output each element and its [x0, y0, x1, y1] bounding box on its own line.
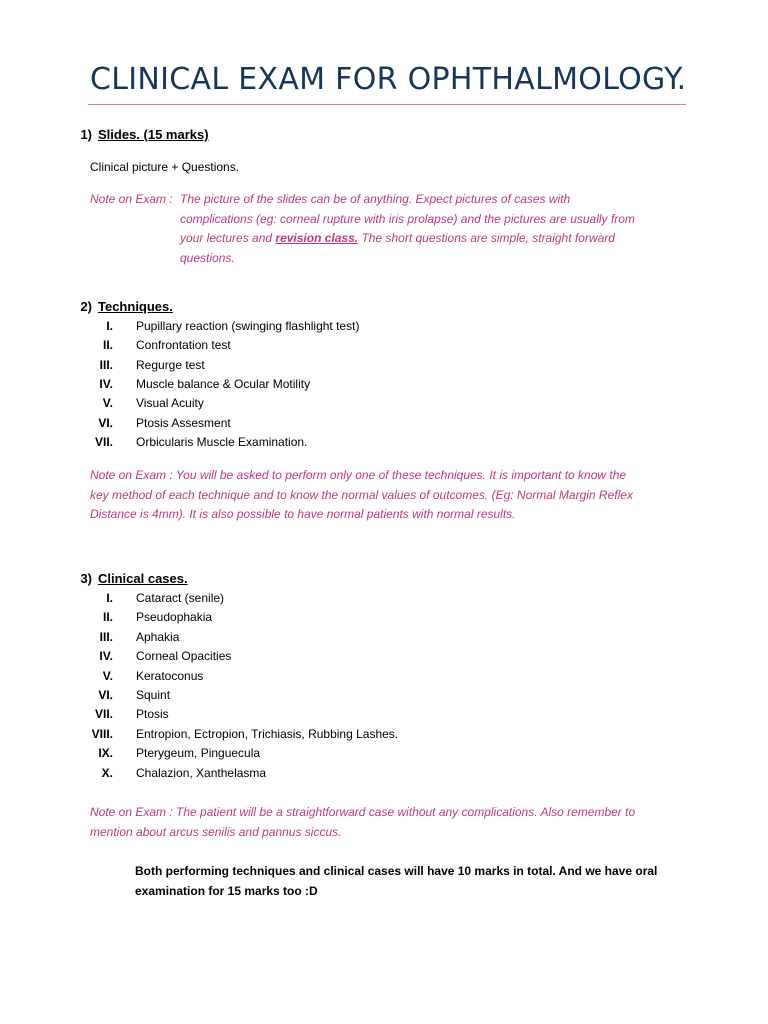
list-text: Muscle balance & Ocular Motility: [136, 376, 311, 391]
list-text: Ptosis Assesment: [136, 415, 231, 430]
section-heading-slides: [70, 127, 209, 143]
note-text: your lectures and: [180, 231, 273, 245]
section-title: Techniques.: [98, 299, 173, 314]
section-number: 3): [80, 571, 92, 586]
note-text: complications (eg: corneal rupture with iris prolapse) and the pictures are usually from: [180, 211, 635, 226]
list-numeral: IX.: [98, 746, 113, 761]
list-text: Confrontation test: [136, 338, 231, 353]
clinical-cases-exam-note: [90, 803, 710, 842]
note-text: The picture of the slides can be of anything. Expect pictures of cases with: [180, 192, 571, 206]
list-numeral: I.: [106, 591, 113, 605]
list-text: Aphakia: [136, 629, 180, 644]
note-text: questions.: [180, 250, 235, 265]
slides-subtitle: Clinical picture + Questions.: [90, 160, 240, 174]
list-text: Pupillary reaction (swinging flashlight test): [136, 319, 360, 333]
section-heading-techniques: [70, 299, 173, 315]
list-text: Entropion, Ectropion, Trichiasis, Rubbing Lashes.: [136, 726, 399, 741]
list-numeral: IV.: [99, 649, 113, 664]
list-text: Keratoconus: [136, 668, 204, 683]
section-title: Clinical cases.: [98, 571, 188, 586]
document-title: CLINICAL EXAM FOR OPHTHALMOLOGY.: [90, 62, 687, 97]
list-text: Ptosis: [136, 707, 169, 722]
note-label: Note on Exam :: [90, 192, 173, 206]
list-text: Orbicularis Muscle Examination.: [136, 434, 308, 449]
list-numeral: III.: [99, 357, 113, 372]
list-numeral: II.: [102, 338, 113, 353]
note-text: Distance is 4mm). It is also possible to have normal patients with normal results.: [90, 507, 516, 521]
list-numeral: II.: [102, 610, 113, 625]
list-text: Chalazion, Xanthelasma: [136, 765, 267, 780]
techniques-exam-note: [90, 466, 710, 525]
note-text: The short questions are simple, straight forward: [361, 231, 615, 245]
section-number: 1): [80, 127, 92, 142]
note-highlight: revision class.: [275, 231, 359, 245]
note-text: mention about arcus senilis and pannus siccus.: [90, 824, 342, 839]
list-text: Pterygeum, Pinguecula: [136, 746, 261, 761]
list-numeral: VII.: [94, 434, 113, 449]
section-heading-clinical-cases: [70, 571, 188, 587]
list-numeral: VII.: [94, 707, 113, 722]
list-numeral: VI.: [98, 688, 113, 702]
title-divider: [88, 104, 686, 105]
list-text: Corneal Opacities: [136, 649, 232, 664]
section-number: 2): [80, 299, 92, 314]
list-numeral: III.: [99, 629, 113, 644]
section-title: Slides. (15 marks): [98, 127, 209, 142]
list-numeral: I.: [106, 319, 113, 333]
list-numeral: V.: [102, 396, 113, 411]
note-text: key method of each technique and to know the normal values of outcomes. (Eg: Normal Margin Reflex: [90, 487, 633, 502]
note-text: Note on Exam : The patient will be a straightforward case without any complications. Also remember to: [90, 805, 636, 819]
list-text: Pseudophakia: [136, 610, 213, 625]
list-text: Regurge test: [136, 357, 205, 372]
list-numeral: V.: [102, 668, 113, 683]
closing-statement: Both performing techniques and clinical cases will have 10 marks in total. And we have oral examination for 15 marks too :D: [135, 864, 658, 898]
list-text: Squint: [136, 688, 171, 702]
list-numeral: VI.: [98, 415, 113, 430]
list-numeral: IV.: [99, 376, 113, 391]
list-text: Visual Acuity: [136, 396, 204, 411]
list-numeral: X.: [101, 765, 113, 780]
list-numeral: VIII.: [91, 726, 113, 741]
slides-exam-note: [90, 190, 690, 268]
list-text: Cataract (senile): [136, 591, 225, 605]
note-text: Note on Exam : You will be asked to perform only one of these techniques. It is important to know the: [90, 468, 627, 482]
